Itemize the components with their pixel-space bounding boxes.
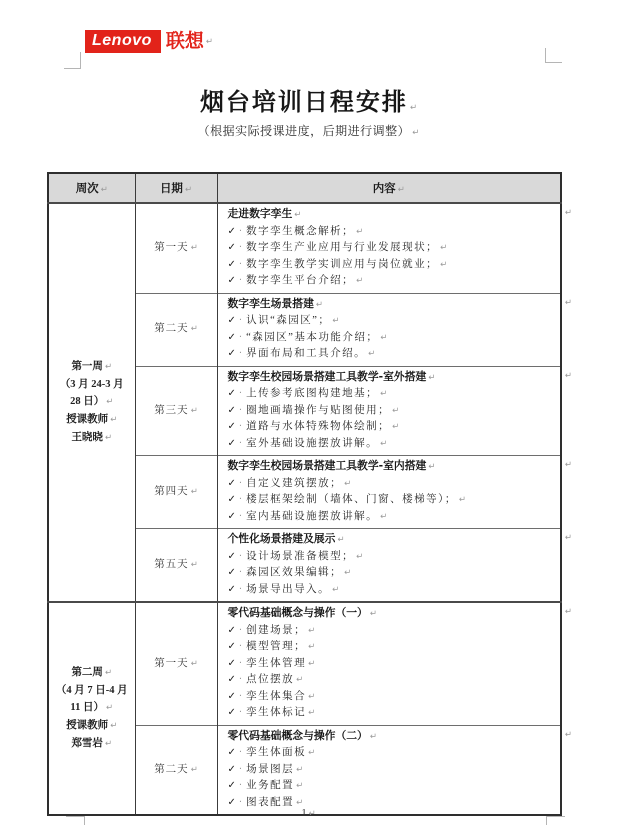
paragraph-mark: ↵ [392,422,400,432]
check-icon: ✓ [227,763,236,775]
check-icon: ✓ [227,550,236,562]
schedule-table [47,172,572,816]
lesson-item: ✓ · 数字孪生产业应用与行业发展现状； ↵ [227,242,448,253]
lesson-item: ✓ · 点位摆放 ↵ [227,674,304,685]
margin-mark-top-left [64,52,81,69]
paragraph-mark: ↵ [296,764,304,775]
paragraph-mark: ↵ [332,316,340,326]
week-cell-1: 第一周 ↵ （3 月 24-3 月 28 日） ↵ 授课教师 ↵ 王晓晓 ↵ [48,203,135,602]
check-icon: ✓ [227,437,236,449]
lesson-item: ✓ · 数字孪生概念解析； ↵ [227,225,364,237]
check-icon: ✓ [227,583,236,595]
cell-end-mark: ↵ [564,208,572,218]
paragraph-mark: ↵ [332,584,340,595]
paragraph-mark: ↵ [205,36,214,47]
paragraph-mark: ↵ [380,389,388,399]
lesson-item: ✓ · 孪生体管理 ↵ [227,657,316,669]
paragraph-mark: ↵ [104,668,113,678]
table-row [48,203,561,293]
paragraph-mark: ↵ [190,405,198,416]
cell-end-mark: ↵ [564,533,572,543]
page-subtitle: （根据实际授课进度，后期进行调整） ↵ [197,124,420,138]
space-mark: · [238,315,243,326]
lesson-item: ✓ · 图表配置 ↵ [227,796,304,808]
paragraph-mark: ↵ [190,559,198,570]
space-mark: · [238,763,243,775]
lesson-item: ✓ · 认识“森园区”； ↵ [227,315,340,326]
check-icon: ✓ [227,404,236,416]
paragraph-mark: ↵ [308,658,316,669]
content-cell [217,602,572,725]
lesson-item: ✓ · 界面布局和工具介绍。 ↵ [227,348,376,359]
lesson-title: 走进数字孪生 ↵ [227,207,302,220]
paragraph-mark: ↵ [344,478,352,489]
lesson-item: ✓ · 室外基础设施摆放讲解。 ↵ [227,437,388,449]
check-icon: ✓ [227,657,236,669]
paragraph-mark: ↵ [110,415,118,425]
check-icon: ✓ [227,258,236,270]
lesson-item: ✓ · 森园区效果编辑； ↵ [227,567,352,578]
space-mark: · [238,510,243,522]
space-mark: · [238,707,243,718]
paragraph-mark: ↵ [409,103,418,113]
lesson-item: ✓ · “森园区”基本功能介绍； ↵ [227,331,388,343]
lesson-title: 数字孪生校园场景搭建工具教学-室外搭建 ↵ [227,369,436,383]
check-icon: ✓ [227,674,236,685]
lesson-item: ✓ · 自定义建筑摆放； ↵ [227,477,352,489]
paragraph-mark: ↵ [190,324,198,335]
space-mark: · [238,388,243,399]
paragraph-mark: ↵ [308,748,316,758]
day-cell: 第五天 ↵ [135,529,217,603]
lesson-item: ✓ · 圈地画墙操作与贴图使用； ↵ [227,404,400,416]
lesson-item: ✓ · 孪生体标记 ↵ [227,707,316,718]
space-mark: · [238,275,243,286]
lesson-item: ✓ · 孪生体面板 ↵ [227,747,316,758]
space-mark: · [238,550,243,562]
lesson-item: ✓ · 场景导出导入。 ↵ [227,583,340,595]
check-icon: ✓ [227,624,236,636]
lenovo-chinese-wordmark: 联想 [165,30,204,52]
day-cell: 第一天 ↵ [135,203,217,293]
day-cell: 第三天 ↵ [135,366,217,456]
cell-end-mark: ↵ [564,460,572,470]
paragraph-mark: ↵ [308,809,316,819]
day-cell: 第四天 ↵ [135,456,217,529]
paragraph-mark: ↵ [368,349,376,359]
paragraph-mark: ↵ [369,731,377,742]
space-mark: · [238,477,243,489]
lesson-item: ✓ · 孪生体集合 ↵ [227,690,316,702]
content-cell [217,725,572,815]
cell-end-mark: ↵ [564,297,572,308]
cell-end-mark: ↵ [564,607,572,617]
lesson-title: 零代码基础概念与操作（一） ↵ [227,606,377,619]
check-icon: ✓ [227,388,236,399]
space-mark: · [238,242,243,253]
check-icon: ✓ [227,421,236,432]
paragraph-mark: ↵ [106,397,114,407]
space-mark: · [238,567,243,578]
lesson-item: ✓ · 道路与水体特殊物体绘制； ↵ [227,421,400,432]
content-cell [217,203,572,293]
space-mark: · [238,494,243,505]
check-icon: ✓ [227,567,236,578]
paragraph-mark: ↵ [190,243,198,253]
paragraph-mark: ↵ [308,625,316,636]
paragraph-mark: ↵ [356,551,364,562]
space-mark: · [238,583,243,595]
space-mark: · [238,747,243,758]
space-mark: · [238,690,243,702]
paragraph-mark: ↵ [315,299,323,310]
paragraph-mark: ↵ [337,535,345,545]
space-mark: · [238,437,243,449]
lesson-item: ✓ · 楼层框架绘制（墙体、门窗、楼梯等）； ↵ [227,494,466,505]
check-icon: ✓ [227,747,236,758]
space-mark: · [238,421,243,432]
paragraph-mark: ↵ [184,185,193,195]
space-mark: · [238,624,243,636]
header-week: 周次 ↵ [48,173,135,203]
lenovo-wordmark: Lenovo [85,30,161,53]
lesson-item: ✓ · 模型管理； ↵ [227,641,316,652]
margin-mark-top-right [545,48,562,63]
paragraph-mark: ↵ [369,609,377,619]
day-cell: 第一天 ↵ [135,602,217,725]
check-icon: ✓ [227,707,236,718]
paragraph-mark: ↵ [104,739,113,749]
paragraph-mark: ↵ [105,703,114,713]
space-mark: · [238,258,243,270]
schedule-table-wrap [47,172,572,816]
paragraph-mark: ↵ [308,708,316,718]
check-icon: ✓ [227,331,236,343]
paragraph-mark: ↵ [190,764,198,775]
lenovo-logo [85,30,213,53]
space-mark: · [238,331,243,343]
lesson-title: 零代码基础概念与操作（二） ↵ [227,728,377,742]
check-icon: ✓ [227,494,236,505]
week-cell-2: 第二周 ↵ （4 月 7 日-4 月 11 日） ↵ 授课教师 ↵ 郑雪岩 ↵ [48,602,135,815]
day-cell: 第二天 ↵ [135,725,217,815]
paragraph-mark: ↵ [356,226,364,237]
paragraph-mark: ↵ [190,658,198,669]
paragraph-mark: ↵ [308,691,316,702]
paragraph-mark: ↵ [100,185,108,195]
check-icon: ✓ [227,275,236,286]
paragraph-mark: ↵ [344,568,352,578]
paragraph-mark: ↵ [380,511,388,522]
paragraph-mark: ↵ [397,185,405,195]
cell-end-mark: ↵ [564,370,572,381]
page-number: 1 ↵ [301,808,316,819]
paragraph-mark: ↵ [110,721,118,731]
check-icon: ✓ [227,348,236,359]
day-cell: 第二天 ↵ [135,293,217,366]
lesson-title: 数字孪生场景搭建 ↵ [227,296,323,310]
cell-end-mark: ↵ [564,729,572,740]
paragraph-mark: ↵ [296,797,304,808]
lesson-item: ✓ · 上传参考底图构建地基； ↵ [227,388,388,399]
lesson-title: 数字孪生校园场景搭建工具教学-室内搭建 ↵ [227,459,436,472]
paragraph-mark: ↵ [380,438,388,449]
space-mark: · [238,404,243,416]
space-mark: · [238,641,243,652]
paragraph-mark: ↵ [380,332,388,343]
check-icon: ✓ [227,690,236,702]
space-mark: · [238,780,243,791]
paragraph-mark: ↵ [308,642,316,652]
paragraph-mark: ↵ [356,276,364,286]
space-mark: · [238,657,243,669]
check-icon: ✓ [227,242,236,253]
content-cell [217,456,572,529]
paragraph-mark: ↵ [296,675,304,685]
content-cell [217,529,572,603]
paragraph-mark: ↵ [392,405,400,416]
lesson-item: ✓ · 设计场景准备模型； ↵ [227,550,364,562]
space-mark: · [238,674,243,685]
paragraph-mark: ↵ [104,362,113,372]
lesson-item: ✓ · 室内基础设施摆放讲解。 ↵ [227,510,388,522]
check-icon: ✓ [227,780,236,791]
paragraph-mark: ↵ [458,495,466,505]
paragraph-mark: ↵ [440,259,448,270]
paragraph-mark: ↵ [440,243,448,253]
check-icon: ✓ [227,510,236,522]
lesson-title: 个性化场景搭建及展示 ↵ [227,532,345,545]
header-date: 日期 ↵ [135,173,217,203]
paragraph-mark: ↵ [296,781,304,791]
check-icon: ✓ [227,641,236,652]
content-cell [217,366,572,456]
paragraph-mark: ↵ [428,372,436,383]
header-row [48,173,561,203]
header-content: 内容 ↵ [217,173,561,203]
lesson-item: ✓ · 业务配置 ↵ [227,780,304,791]
paragraph-mark: ↵ [190,486,198,497]
check-icon: ✓ [227,315,236,326]
lesson-item: ✓ · 场景图层 ↵ [227,763,304,775]
check-icon: ✓ [227,796,236,808]
space-mark: · [238,225,243,237]
lesson-item: ✓ · 创建场景； ↵ [227,624,316,636]
lesson-item: ✓ · 数字孪生平台介绍； ↵ [227,275,364,286]
paragraph-mark: ↵ [294,210,302,220]
table-row [48,602,561,725]
content-cell [217,293,572,366]
paragraph-mark: ↵ [412,128,420,138]
lesson-item: ✓ · 数字孪生教学实训应用与岗位就业； ↵ [227,258,448,270]
paragraph-mark: ↵ [428,462,436,472]
page-title: 烟台培训日程安排 ↵ [199,88,418,116]
paragraph-mark: ↵ [104,433,113,443]
space-mark: · [238,348,243,359]
check-icon: ✓ [227,477,236,489]
check-icon: ✓ [227,225,236,237]
space-mark: · [238,796,243,808]
